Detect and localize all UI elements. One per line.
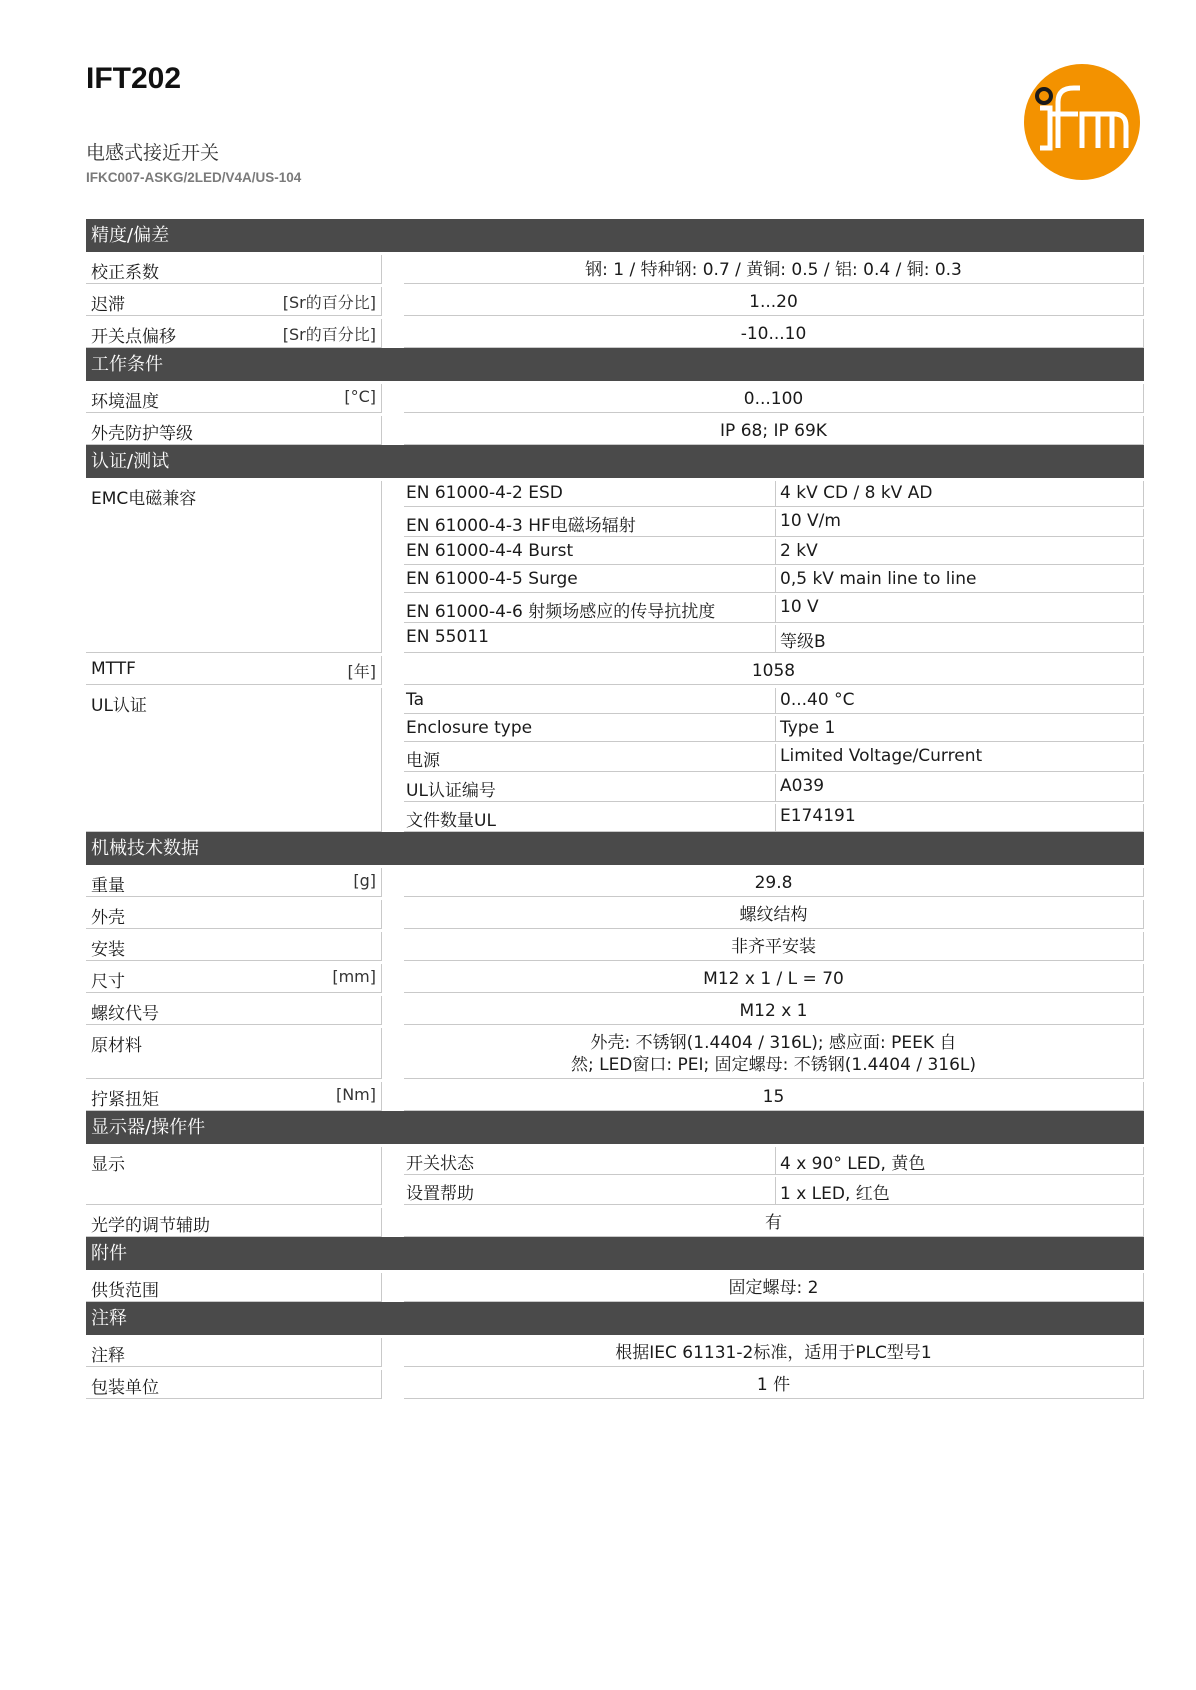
spec-label: 光学的调节辅助 (91, 1216, 210, 1236)
spec-label: 环境温度 (91, 392, 159, 412)
spec-label: 外壳防护等级 (91, 424, 193, 444)
spec-label: UL认证 (91, 696, 147, 716)
sub-row (404, 539, 1144, 565)
section-header: 工作条件 (86, 348, 1144, 381)
spec-unit: [Sr的百分比] (282, 325, 376, 344)
sub-row (404, 509, 1144, 537)
spec-row (86, 319, 1144, 348)
spec-label-cell (86, 900, 382, 929)
sub-value: 10 V/m (776, 509, 1144, 537)
spacer (382, 1082, 404, 1111)
sub-value: Limited Voltage/Current (776, 744, 1144, 772)
section-header: 机械技术数据 (86, 832, 1144, 865)
spec-row (86, 868, 1144, 897)
spec-value: IP 68; IP 69K (404, 416, 1144, 445)
spec-label: 安装 (91, 940, 125, 960)
sub-value: A039 (776, 774, 1144, 802)
section-4 (86, 1111, 1144, 1237)
article-number: IFKC007-ASKG/2LED/V4A/US-104 (86, 170, 302, 185)
sub-value: E174191 (776, 804, 1144, 832)
sub-row (404, 625, 1144, 653)
section-0 (86, 219, 1144, 348)
spec-value: 螺纹结构 (404, 900, 1144, 929)
section-5 (86, 1237, 1144, 1302)
spec-label-cell (86, 1147, 382, 1205)
spacer (382, 1028, 404, 1079)
spec-label-cell (86, 1028, 382, 1079)
spec-row (86, 1273, 1144, 1302)
spec-row (86, 1082, 1144, 1111)
spec-label-cell (86, 319, 382, 348)
sub-key: 设置帮助 (404, 1177, 776, 1205)
spacer (382, 416, 404, 445)
spec-label-cell (86, 1082, 382, 1111)
spec-label: 注释 (91, 1346, 125, 1366)
spec-label: 显示 (91, 1155, 125, 1175)
spacer (382, 964, 404, 993)
sub-row (404, 481, 1144, 507)
spec-label: 校正系数 (91, 263, 159, 283)
spec-label-cell (86, 868, 382, 897)
spec-value: 根据IEC 61131-2标准，适用于PLC型号1 (404, 1338, 1144, 1367)
section-header: 显示器/操作件 (86, 1111, 1144, 1144)
spec-value: M12 x 1 / L = 70 (404, 964, 1144, 993)
spec-unit: [mm] (332, 967, 376, 986)
sub-key: 电源 (404, 744, 776, 772)
sub-key: EN 61000-4-3 HF电磁场辐射 (404, 509, 776, 537)
sub-row (404, 1147, 1144, 1175)
spacer (382, 656, 404, 685)
spec-label-cell (86, 656, 382, 685)
spec-value: 1058 (404, 656, 1144, 685)
spacer (382, 1370, 404, 1399)
spacer (382, 287, 404, 316)
datasheet-table (86, 219, 1144, 1399)
spec-label: 开关点偏移 (91, 327, 176, 347)
spec-row (86, 1208, 1144, 1237)
spec-label: 原材料 (91, 1036, 142, 1056)
spec-row (86, 1028, 1144, 1079)
spec-row (86, 416, 1144, 445)
spec-value: -10...10 (404, 319, 1144, 348)
spec-label: 外壳 (91, 908, 125, 928)
spacer (382, 481, 404, 653)
spec-unit: [°C] (344, 387, 376, 406)
section-header: 认证/测试 (86, 445, 1144, 478)
spec-row (86, 1338, 1144, 1367)
spec-label: 供货范围 (91, 1281, 159, 1301)
spec-row (86, 656, 1144, 685)
spec-value: 1 件 (404, 1370, 1144, 1399)
sub-value: 1 x LED, 红色 (776, 1177, 1144, 1205)
spec-value: 有 (404, 1208, 1144, 1237)
spec-label: 包装单位 (91, 1378, 159, 1398)
spec-label: 重量 (91, 876, 125, 896)
spec-row (86, 932, 1144, 961)
spec-value: 固定螺母: 2 (404, 1273, 1144, 1302)
spec-row (86, 384, 1144, 413)
spec-unit: [Nm] (335, 1085, 376, 1104)
spec-unit: [g] (353, 871, 376, 890)
spec-row (86, 900, 1144, 929)
sub-value: Type 1 (776, 716, 1144, 742)
spec-label-cell (86, 255, 382, 284)
spec-label: 尺寸 (91, 972, 125, 992)
sub-value: 2 kV (776, 539, 1144, 565)
sub-row (404, 1177, 1144, 1205)
section-6 (86, 1302, 1144, 1399)
spec-label: 螺纹代号 (91, 1004, 159, 1024)
sub-row (404, 595, 1144, 623)
sub-value: 10 V (776, 595, 1144, 623)
section-header: 注释 (86, 1302, 1144, 1335)
sub-key: EN 61000-4-6 射频场感应的传导抗扰度 (404, 595, 776, 623)
spacer (382, 384, 404, 413)
spacer (382, 255, 404, 284)
sub-table (404, 481, 1144, 653)
spec-value-line: 外壳: 不锈钢(1.4404 / 316L); 感应面: PEEK 自 (590, 1033, 957, 1053)
spec-row (86, 481, 1144, 653)
sub-key: EN 61000-4-4 Burst (404, 539, 776, 565)
spacer (382, 1147, 404, 1205)
section-header: 精度/偏差 (86, 219, 1144, 252)
spacer (382, 932, 404, 961)
spec-label-cell (86, 688, 382, 832)
sub-key: Enclosure type (404, 716, 776, 742)
sub-key: UL认证编号 (404, 774, 776, 802)
spec-value (404, 1028, 1144, 1079)
spec-label-cell (86, 1273, 382, 1302)
spec-value: 0...100 (404, 384, 1144, 413)
sub-row (404, 688, 1144, 714)
spec-value: 钢: 1 / 特种钢: 0.7 / 黄铜: 0.5 / 铝: 0.4 / 铜: 0.3 (404, 255, 1144, 284)
section-3 (86, 832, 1144, 1111)
spec-label-cell (86, 416, 382, 445)
sub-value: 等级B (776, 625, 1144, 653)
spec-label-cell (86, 996, 382, 1025)
spec-label: 拧紧扭矩 (91, 1090, 159, 1110)
spec-value: M12 x 1 (404, 996, 1144, 1025)
sub-value: 4 kV CD / 8 kV AD (776, 481, 1144, 507)
sub-key: EN 55011 (404, 625, 776, 653)
spacer (382, 900, 404, 929)
spec-row (86, 287, 1144, 316)
spacer (382, 1273, 404, 1302)
spec-row (86, 996, 1144, 1025)
sub-row (404, 804, 1144, 832)
spacer (382, 688, 404, 832)
sub-table (404, 1147, 1144, 1205)
spec-label-cell (86, 932, 382, 961)
spec-label: MTTF (91, 659, 136, 679)
sub-key: 文件数量UL (404, 804, 776, 832)
spec-label: EMC电磁兼容 (91, 489, 197, 509)
spacer (382, 1208, 404, 1237)
section-2 (86, 445, 1144, 832)
spacer (382, 996, 404, 1025)
spec-label-cell (86, 481, 382, 653)
product-title: IFT202 (86, 62, 182, 95)
sub-key: Ta (404, 688, 776, 714)
spec-value-line: 然; LED窗口: PEI; 固定螺母: 不锈钢(1.4404 / 316L) (570, 1055, 977, 1075)
sub-value: 0,5 kV main line to line (776, 567, 1144, 593)
spec-label-cell (86, 1338, 382, 1367)
spec-label-cell (86, 964, 382, 993)
spec-label-cell (86, 1370, 382, 1399)
section-header: 附件 (86, 1237, 1144, 1270)
sub-row (404, 716, 1144, 742)
section-1 (86, 348, 1144, 445)
spec-value: 非齐平安装 (404, 932, 1144, 961)
spacer (382, 868, 404, 897)
spec-value: 29.8 (404, 868, 1144, 897)
product-subtitle: 电感式接近开关 (86, 142, 220, 164)
sub-value: 0...40 °C (776, 688, 1144, 714)
sub-row (404, 774, 1144, 802)
spec-row (86, 964, 1144, 993)
spec-row (86, 255, 1144, 284)
spacer (382, 1338, 404, 1367)
sub-table (404, 688, 1144, 832)
spec-row (86, 1147, 1144, 1205)
ifm-logo (1022, 62, 1142, 182)
sub-row (404, 567, 1144, 593)
sub-row (404, 744, 1144, 772)
spec-unit: [Sr的百分比] (282, 293, 376, 312)
spacer (382, 319, 404, 348)
spec-label-cell (86, 1208, 382, 1237)
sub-value: 4 x 90° LED, 黄色 (776, 1147, 1144, 1175)
sub-key: 开关状态 (404, 1147, 776, 1175)
spec-label-cell (86, 384, 382, 413)
spec-row (86, 688, 1144, 832)
spec-value: 1...20 (404, 287, 1144, 316)
sub-key: EN 61000-4-2 ESD (404, 481, 776, 507)
svg-text:ifm: ifm (1081, 174, 1083, 175)
sub-key: EN 61000-4-5 Surge (404, 567, 776, 593)
spec-label: 迟滞 (91, 295, 125, 315)
spec-unit: [年] (347, 662, 376, 681)
spec-row (86, 1370, 1144, 1399)
spec-label-cell (86, 287, 382, 316)
spec-value: 15 (404, 1082, 1144, 1111)
